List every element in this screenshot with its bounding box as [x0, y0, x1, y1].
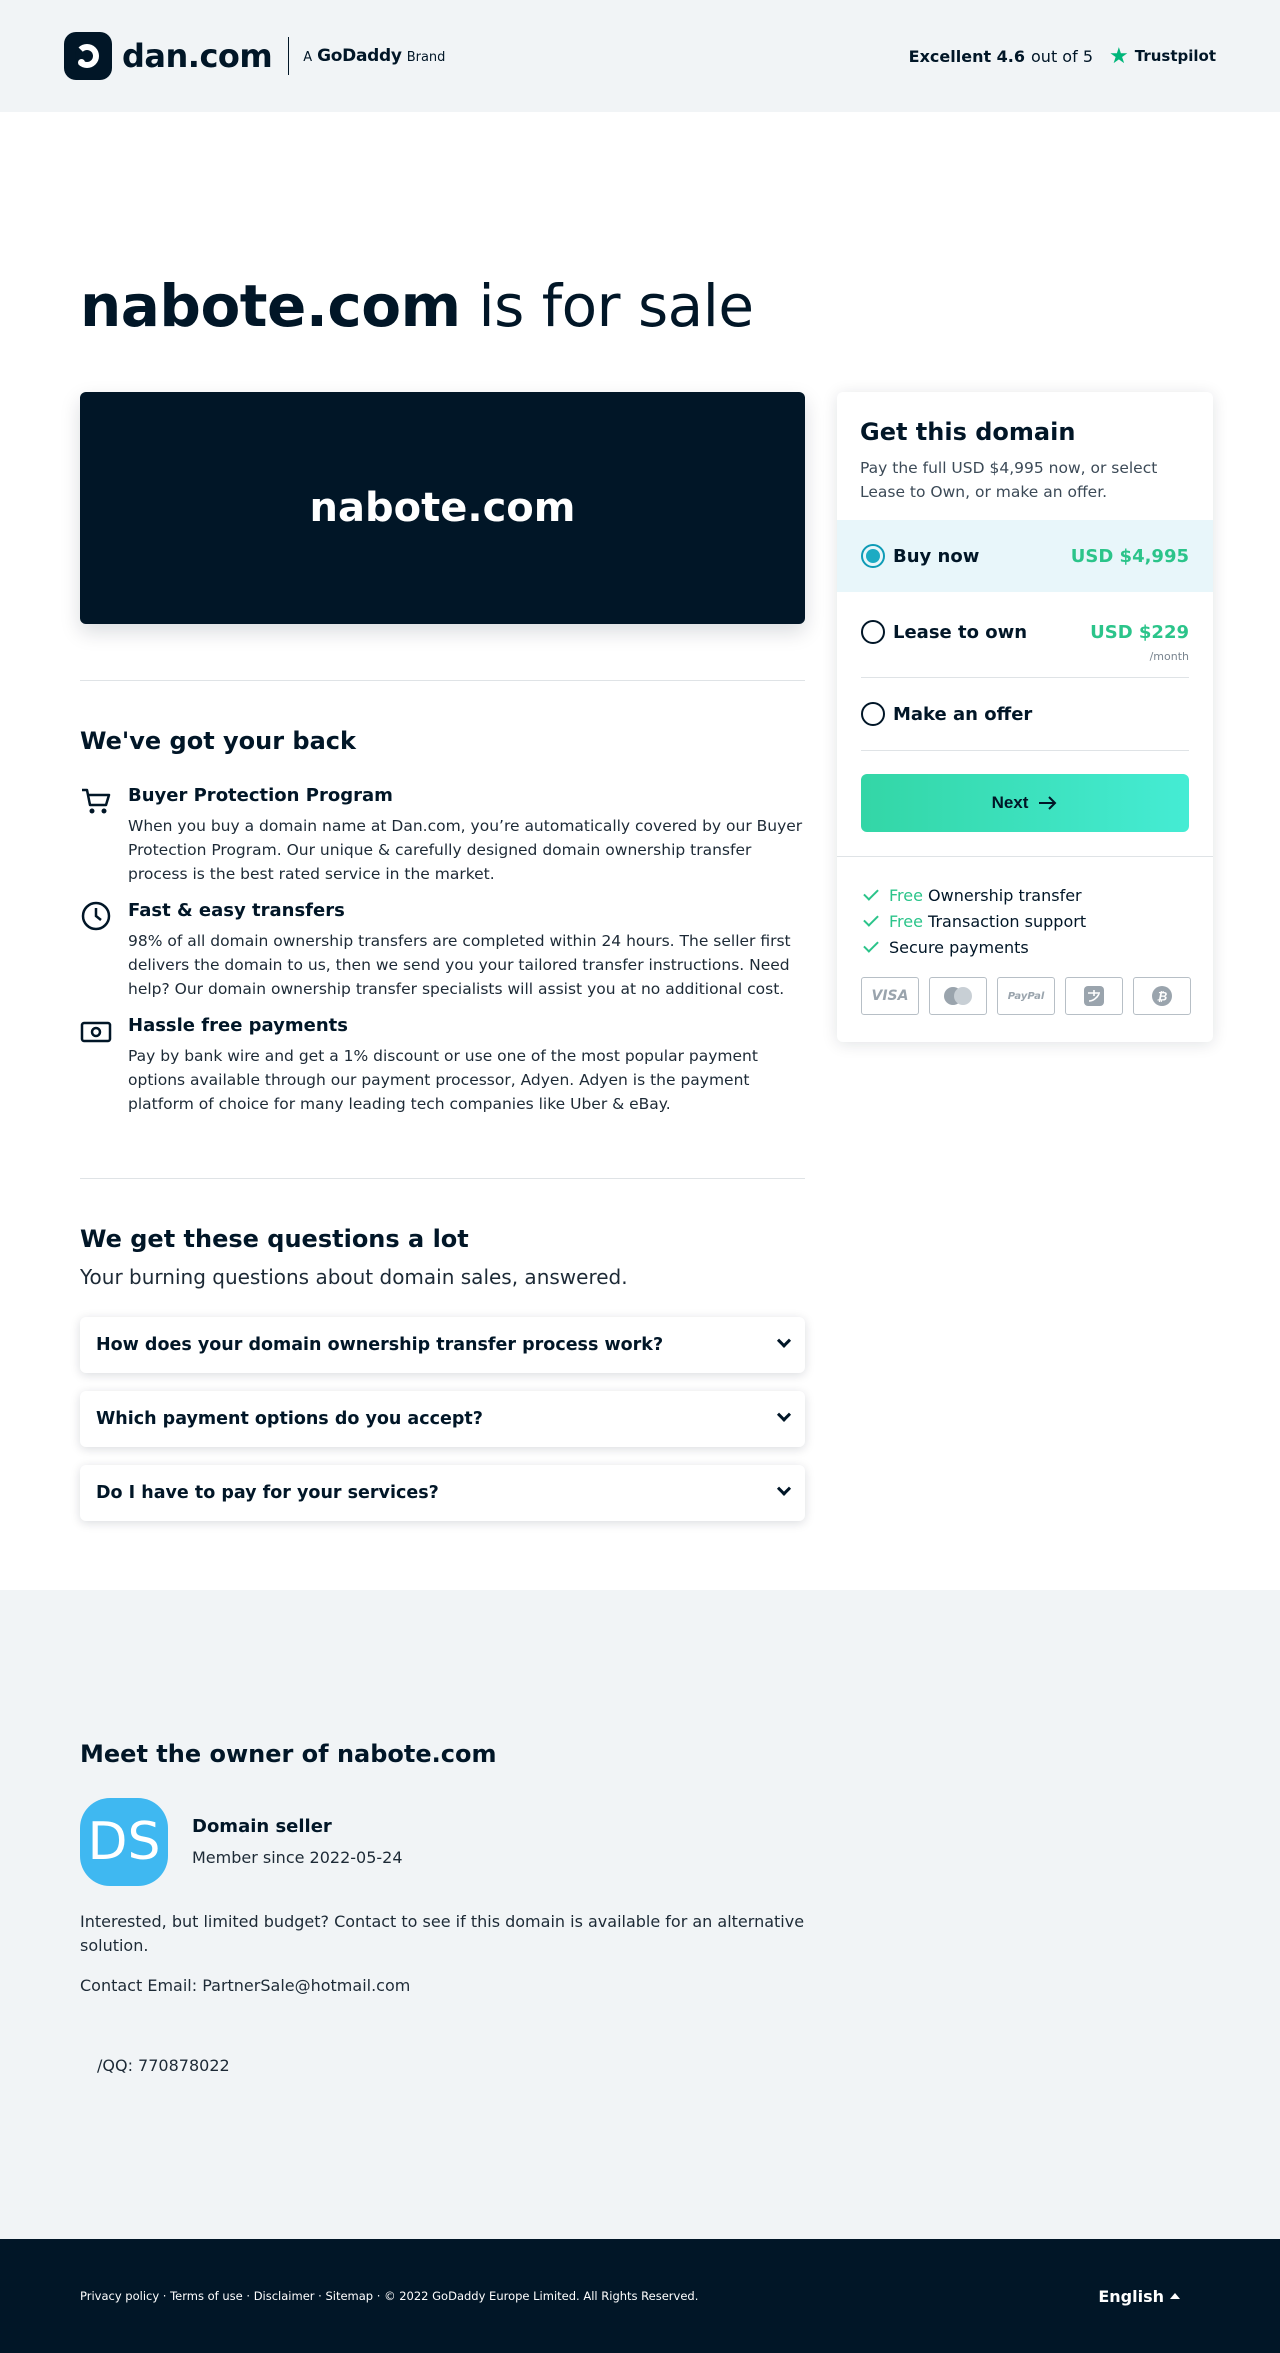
trustpilot-name: Trustpilot	[1134, 47, 1216, 65]
divider	[80, 680, 805, 681]
chevron-down-icon	[777, 1334, 791, 1348]
trustpilot-rating[interactable]	[909, 44, 1216, 69]
feature-fast-transfers	[80, 900, 805, 1001]
bitcoin-icon	[1133, 977, 1191, 1015]
feature-hassle-free-payments	[80, 1015, 805, 1116]
faq-subheading: Your burning questions about domain sales, answered.	[80, 1265, 628, 1289]
perks-list	[863, 882, 1086, 960]
member-since: Member since 2022-05-24	[192, 1848, 403, 1867]
radio-selected[interactable]	[861, 544, 885, 568]
next-label: Next	[991, 793, 1029, 812]
alipay-icon	[1065, 977, 1123, 1015]
paypal-text: PayPal	[1007, 990, 1045, 1002]
perk-text: Ownership transfer	[922, 885, 1082, 905]
option-divider	[861, 750, 1189, 751]
faq-question: Which payment options do you accept?	[96, 1409, 483, 1429]
language-label: English	[1098, 2286, 1164, 2306]
price-period: /month	[1149, 650, 1189, 663]
card-divider	[837, 856, 1213, 857]
owner-section	[0, 1590, 1280, 2239]
owner-heading: Meet the owner of nabote.com	[80, 1740, 497, 1768]
title-suffix: is for sale	[460, 272, 754, 340]
visa-icon	[861, 977, 919, 1015]
title-domain: nabote.com	[80, 272, 461, 340]
feature-buyer-protection	[80, 785, 805, 886]
option-buy-now[interactable]	[837, 520, 1213, 592]
perk-item	[863, 934, 1086, 960]
payment-methods	[861, 977, 1191, 1015]
svg-text:₿: ₿	[1156, 989, 1168, 1004]
logo-text: dan.com	[122, 37, 273, 75]
logo-divider	[288, 37, 289, 75]
trustpilot-star-icon: ★	[1109, 43, 1129, 69]
faq-heading: We get these questions a lot	[80, 1225, 469, 1253]
avatar: DS	[80, 1798, 168, 1886]
option-price: USD $4,995	[1070, 545, 1189, 567]
card-description: Pay the full USD $4,995 now, or select Lease to Own, or make an offer.	[860, 459, 1158, 501]
card-title: Get this domain	[860, 418, 1076, 446]
mastercard-icon	[929, 977, 987, 1015]
visa-text: VISA	[871, 988, 909, 1004]
chevron-down-icon	[777, 1408, 791, 1422]
feature-title: Fast & easy transfers	[128, 900, 345, 921]
domain-banner-name: nabote.com	[309, 485, 576, 531]
site-footer	[0, 2239, 1280, 2353]
seller-role: Domain seller	[192, 1816, 332, 1837]
perk-item	[863, 882, 1086, 908]
footer-links[interactable]: Privacy policy · Terms of use · Disclaimer · Sitemap · © 2022 GoDaddy Europe Limited. All Rights Reserved.	[80, 2289, 699, 2303]
clock-icon	[80, 900, 112, 932]
perk-text: Secure payments	[889, 937, 1029, 957]
banknote-icon	[80, 1015, 112, 1047]
godaddy-brand	[303, 46, 445, 66]
perk-text: Transaction support	[922, 911, 1087, 931]
check-icon	[863, 911, 879, 927]
feature-title: Buyer Protection Program	[128, 785, 393, 806]
brand-prefix: A	[303, 50, 313, 65]
arrow-right-icon	[1038, 795, 1058, 811]
feature-title: Hassle free payments	[128, 1015, 348, 1036]
owner-message: Interested, but limited budget? Contact to see if this domain is available for an alternative solution.	[80, 1912, 805, 1955]
brand[interactable]	[64, 32, 445, 80]
caret-up-icon	[1170, 2293, 1180, 2299]
trust-out-of: out of 5	[1031, 46, 1093, 66]
faq-item[interactable]	[80, 1465, 805, 1521]
divider	[80, 1178, 805, 1179]
feature-text: 98% of all domain ownership transfers are completed within 24 hours. The seller first delivers the domain to us, then we send you your tailored transfer instructions. Need help? Our domain ownership transfer specialists will assist you at no additional cost.	[128, 932, 791, 998]
trust-score: Excellent 4.6	[908, 46, 1026, 66]
perk-item	[863, 908, 1086, 934]
owner-email[interactable]: Contact Email: PartnerSale@hotmail.com	[80, 1976, 411, 1995]
owner-qq: /QQ: 770878022	[97, 2056, 230, 2075]
faq-question: Do I have to pay for your services?	[96, 1483, 439, 1503]
option-label: Make an offer	[893, 703, 1033, 725]
brand-suffix: Brand	[406, 50, 446, 65]
domain-banner	[80, 392, 805, 624]
faq-item[interactable]	[80, 1391, 805, 1447]
cart-icon	[80, 785, 112, 817]
left-column	[80, 392, 805, 1521]
site-header	[0, 0, 1280, 112]
paypal-icon	[997, 977, 1055, 1015]
option-price: USD $229	[1090, 621, 1189, 643]
faq-item[interactable]	[80, 1317, 805, 1373]
option-label: Buy now	[893, 545, 980, 567]
option-make-offer[interactable]	[837, 686, 1213, 742]
language-selector[interactable]	[1098, 2287, 1180, 2306]
option-label: Lease to own	[893, 621, 1028, 643]
perk-free: Free	[889, 911, 923, 931]
feature-text: Pay by bank wire and get a 1% discount or use one of the most popular payment options available through our payment processor, Adyen. Adyen is the payment platform of choice for many leading tech companies like Uber & eBay.	[128, 1047, 758, 1113]
faq-question: How does your domain ownership transfer process work?	[96, 1335, 664, 1355]
perk-free: Free	[889, 885, 923, 905]
purchase-card	[837, 392, 1213, 1042]
page-title	[80, 272, 754, 340]
option-divider	[861, 677, 1189, 678]
next-button[interactable]	[861, 774, 1189, 832]
back-heading: We've got your back	[80, 727, 356, 755]
check-icon	[863, 937, 879, 953]
brand-name: GoDaddy	[317, 46, 402, 66]
dan-logo-icon	[64, 32, 112, 80]
check-icon	[863, 885, 879, 901]
main-content	[0, 112, 1280, 1590]
radio-unselected[interactable]	[861, 620, 885, 644]
radio-unselected[interactable]	[861, 702, 885, 726]
chevron-down-icon	[777, 1482, 791, 1496]
feature-text: When you buy a domain name at Dan.com, you’re automatically covered by our Buyer Protection Program. Our unique & carefully designed domain ownership transfer process is the best rated service in the market.	[128, 817, 803, 883]
